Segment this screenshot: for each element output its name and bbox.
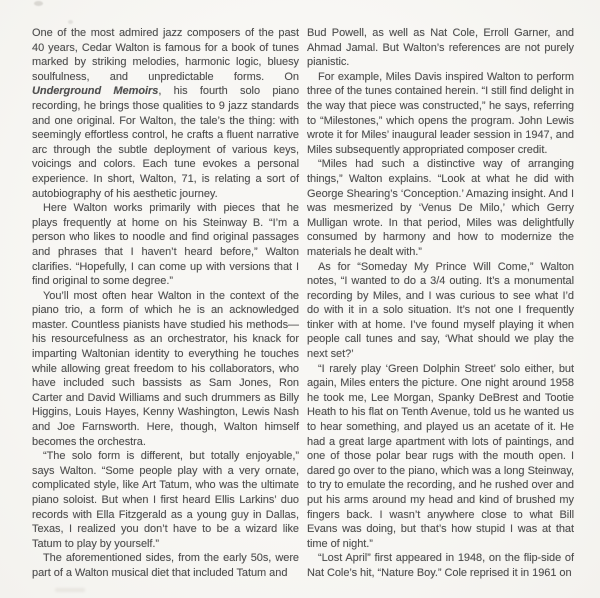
scan-speck [68,20,73,24]
column-left [32,26,299,581]
paragraph [32,201,299,289]
paragraph-text: You’ll most often hear Walton in the context of the piano trio, a form of which he is an acknowledged master. Countless pianists have studied his methods—his resourcefulness as an orchestrator, his knack for imparting Waltonian identity to everything he touches while allowing great freedom to his collaborators, who have included such bassists as Sam Jones, Ron Carter and David Williams and such drummers as Billy Higgins, Louis Hayes, Kenny Washington, Lewis Nash and Joe Farnsworth. Here, though, Walton himself becomes the orchestra. [32,289,299,448]
paragraph [32,289,299,450]
paragraph [307,157,574,259]
album-title: Underground Memoirs [32,85,159,98]
scan-speck [34,1,43,6]
paragraph-text: For example, Miles Davis inspired Walton to perform three of the tunes contained herein. “I still find delight in the way that piece was constructed,” he says, referring to “Milestones,” which opens the program. John Lewis wrote it for Miles’ inaugural leader session in 1947, and Miles subsequently appropriated composer credit. [307,70,574,156]
paragraph-text: “I rarely play ‘Green Dolphin Street’ solo either, but again, Miles enters the picture. One night around 1958 he took me, Lee Morgan, Spanky DeBrest and Tootie Heath to his flat on Tenth Avenue, told us he wanted us to hear something, and played us an acetate of it. He had a great large apartment with lots of paintings, and one of those polar bear rugs with the mouth open. I dared go over to the piano, which was a long Steinway, to try to emulate the recording, and he rushed over and put his arms around my head and kind of brushed my fingers back. I wasn’t anywhere close to what Bill Evans was doing, but that’s how stupid I was at that time of night.” [307,362,574,550]
paragraph [307,70,574,158]
paragraph-text: “Lost April” first appeared in 1948, on the flip-side of Nat Cole’s hit, “Nature Boy.” Cole reprised it in 1961 on [307,552,574,579]
paragraph-text: Here Walton works primarily with pieces that he plays frequently at home on his Steinway B. “I’m a person who likes to noodle and find original passages and phrases that I haven’t heard before,” Walton clarifies. “Hopefully, I can come up with versions that I find original to some degree.” [32,202,299,288]
paragraph [32,26,299,201]
scan-smudge [55,588,85,592]
paragraph-text: “The solo form is different, but totally enjoyable,” says Walton. “Some people play with a very ornate, complicated style, like Art Tatum, who was the ultimate piano soloist. But when I first heard Ellis Larkins’ duo records with Ella Fitzgerald as a young guy in Dallas, Texas, I realized you don’t have to be a wizard like Tatum to play by yourself.” [32,450,299,550]
paragraph [307,26,574,70]
paragraph-text: “Miles had such a distinctive way of arranging things,” Walton explains. “Look at what he did with George Shearing’s ‘Conception.’ Amazing insight. And I was mesmerized by ‘Venus De Milo,’ which Gerry Mulligan wrote. In that period, Miles was delightfully consumed by harmony and how to modernize the materials he dealt with.” [307,158,574,258]
paragraph-text: The aforementioned sides, from the early 50s, were part of a Walton musical diet that included Tatum and [32,552,299,579]
paragraph [307,260,574,362]
paragraph [307,362,574,552]
paragraph-text: , his fourth solo piano recording, he brings those qualities to 9 jazz standards and one original. For Walton, the tale’s the thing: with seemingly effortless control, he crafts a fluent narrative arc through the subtle deployment of various keys, voicings and colors. Each tune evokes a personal experience. In short, Walton, 71, is relating a sort of autobiography of his aesthetic journey. [32,85,300,200]
article-body [32,26,574,581]
paragraph [307,551,574,580]
paragraph [32,449,299,551]
column-right [307,26,574,581]
paragraph-text: Bud Powell, as well as Nat Cole, Erroll Garner, and Ahmad Jamal. But Walton’s references are not purely pianistic. [307,27,574,69]
paragraph-text: One of the most admired jazz composers of the past 40 years, Cedar Walton is famous for a book of tunes marked by striking melodies, harmonic logic, bluesy soulfulness, and unpredictable forms. On [32,27,299,83]
paragraph [32,551,299,580]
paragraph-text: As for “Someday My Prince Will Come,” Walton notes, “I wanted to do a 3/4 outing. It’s a monumental recording by Miles, and I was curious to see what I’d do with it in a solo situation. It’s not one I frequently tinker with at home. I’ve found myself playing it when people call tunes and say, ‘What should we play the next set?’ [307,260,574,361]
